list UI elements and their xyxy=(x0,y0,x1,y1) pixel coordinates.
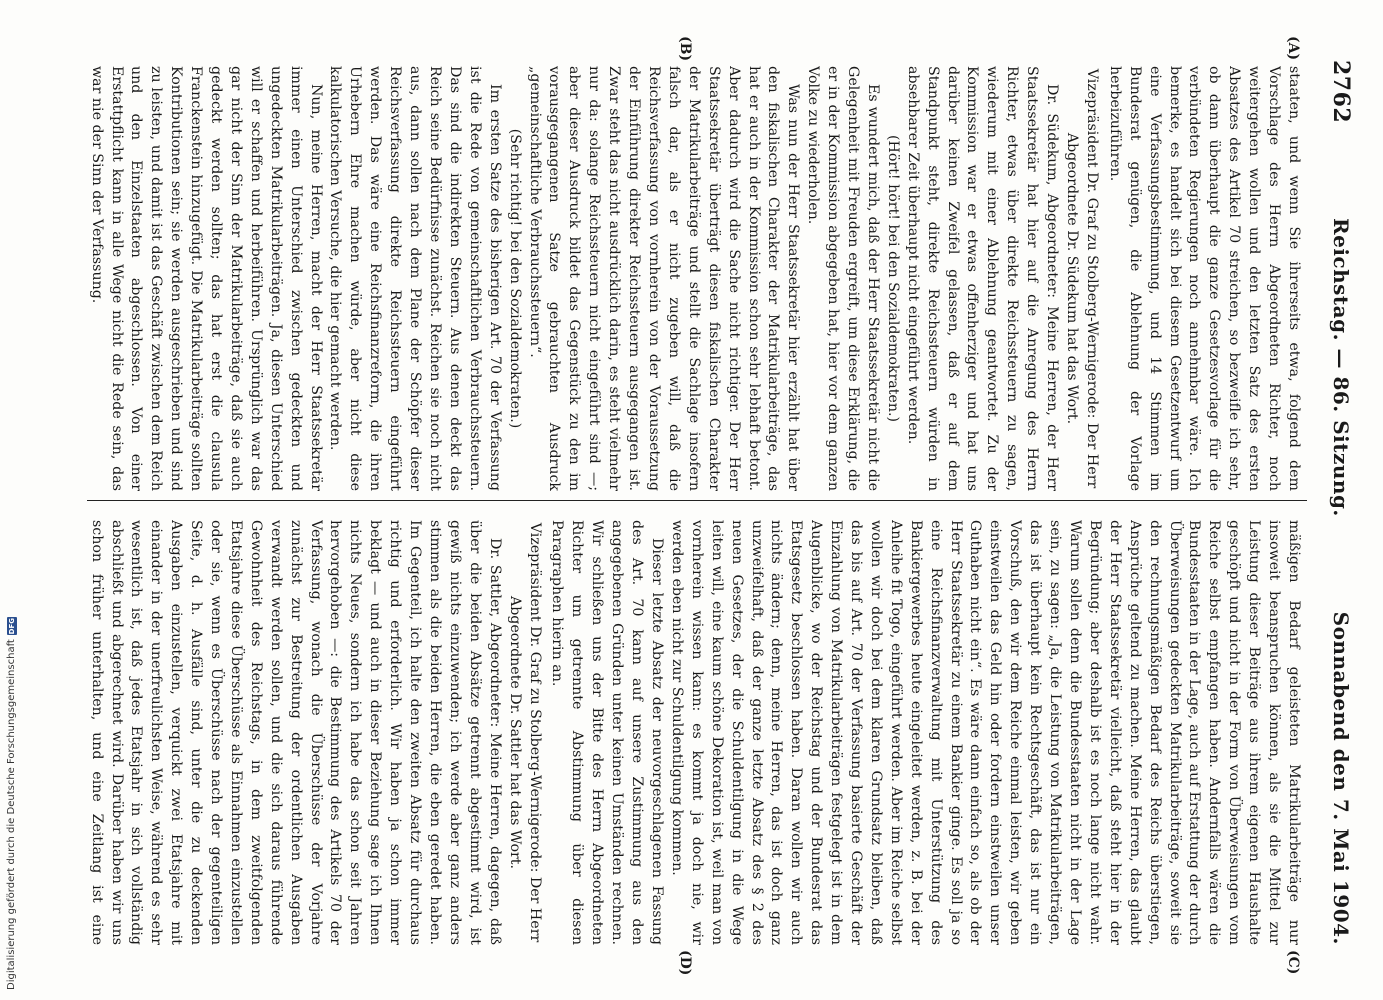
paragraph: Nun, meine Herren, macht der Herr Staatssekretär immer einen Unterschied zwischen gedeckten und ungedeckten Matrikularbeiträgen. Ja, diesen Unterschied will er schaffen und herbeiführen. Ursprünglich war das gar nicht der Sinn der Matrikularbeiträge, daß sie auch gedeckt werden sollten; das hat erst die clausula Franckenstein hinzugefügt. Die Matrikularbeiträge sollten Kontributionen sein; sie werden ausgeschrieben und sind zu leisten, und damit ist das Geschäft zwischen dem Reich und den Einzelstaaten abgeschlossen. Von einer Erstattpflicht kann in alle Wege nicht die Rede sein, das war nie der Sinn der Verfassung. xyxy=(88,66,324,491)
running-title: Reichstag. — 86. Sitzung. xyxy=(1329,217,1353,517)
interjection: (Hört! hört! bei den Sozialdemokraten.) xyxy=(884,134,901,423)
funding-watermark xyxy=(6,617,17,990)
paragraph: Dieser letzte Absatz der neuvorgeschlagenen Fassung des Art. 70 kann auf unsere Zustimmung aus den angegebenen Gründen unter keinen Umständen rechnen. Wir schließen uns der Bitte des Herrn Abgeordneten Richter um getrennte Abstimmung über diesen Paragraphen hierin an. xyxy=(549,520,665,945)
paragraph: Dr. Südekum, Abgeordneter: Meine Herren, der Herr Staatssekretär hat hier auf die Anregung des Herrn Richter, etwas über direkte Reichssteuern zu sagen, wiederum mit einer Ablehnung geantwortet. Zu der Kommission war er etwas offenherziger und hat uns darüber keinen Zweifel gelassen, daß er auf dem Standpunkt steht, direkte Reichssteuern würden in absehbarer Zeit überhaupt nicht eingeführt werden. xyxy=(904,66,1061,491)
margin-marker-b: (B) xyxy=(677,36,693,62)
paragraph: Dr. Sattler, Abgeordneter: Meine Herren, dagegen, daß über die beiden Absätze getrennt abgestimmt wird, ist gewiß nichts einzuwenden; ich werde aber ganz anders stimmen als die beiden Herren, die eben geredet haben. Im Gegenteil, ich halte den zweiten Absatz für durchaus richtig und erforderlich. Wir haben ja schon immer beklagt — und auch in dieser Beziehung sage ich Ihnen nichts Neues, sondern ich habe das schon seit Jahren hervorgehoben —: die Bestimmung des Artikels 70 der Verfassung, wonach die Überschüsse der Vorjahre zunächst zur Bestreitung der ordentlichen Ausgaben verwandt werden sollen, und die sich daraus führende Gewohnheit des Reichstags, in dem zweitfolgenden Etatsjahre diese Überschüsse als Einnahmen einzustellen oder sie, wenn es Überschüsse nach der gegenteiligen Seite, d. h. Ausfälle sind, unter die zu deckenden Ausgaben einzustellen, verquickt zwei Etatsjahre mit einander in der unerfreulichsten Weise, während es sehr wesentlich ist, daß jedes Etatsjahr in sich vollständig abschließt und abgerechnet wird. Darüber haben wir uns schon früher unterhalten, und eine Zeitlang ist eine xyxy=(88,520,503,945)
paragraph: mäßigen Bedarf geleisteten Matrikularbeiträge nur insoweit beanspruchen können, als sie die Mittel zur Leistung dieser Beiträge aus ihrem eigenen Haushalte geschöpft und nicht in der Form von Überweisungen vom Reiche selbst empfangen haben. Andernfalls wären die Bundesstaaten in der Lage, auch auf Erstattung der durch Überweisungen gedeckten Matrikularbeiträge, soweit sie den rechnungsmäßigen Bedarf des Reichs überstiegen, Ansprüche geltend zu machen. Meine Herren, das glaubt der Herr Staatssekretär vielleicht, daß steht hier in der Begründung; aber deshalb ist es noch lange nicht wahr. Warum sollen denn die Bundesstaaten nicht in der Lage sein, zu sagen: „Ja, die Leistung von Matrikularbeiträgen, das ist überhaupt kein Rechtsgeschäft, das ist nur ein Vorschuß, den wir dem Reiche einmal leisten, wir geben einstweilen das Geld hin oder fordern einstweilen unser Guthaben nicht ein“. Es wäre dann einfach so, als ob der Herr Staatssekretär zu einem Bankier ginge. Es soll ja so eine Reichsfinanzverwaltung mit Unterstützung des Bankiergewerbes heute eingeleitet werden, z. B. bei der Anleihe fit Togo, eingeführt werden. Aber im Reiche selbst wollen wir doch bei dem klaren Grundsatz bleiben, daß das bis auf Art. 70 der Verfassung basierte Geschäft der Einzahlung von Matrikularbeiträgen festgelegt ist in dem Augenblicke, wo der Reichstag und der Bundesrat das Etatsgesetz beschlossen haben. Daran wollen wir auch nichts ändern; denn, meine Herren, das ist doch ganz unzweifelhaft, daß der ganze letzte Absatz des § 2 des neuen Gesetzes, der die Schuldentilgung in die Wege leiten will, eine kaum schöne Dekoration ist, weil man von vornherein wissen kann: es kommt ja doch nie, wir werden eben nicht zur Schuldentilgung kommen. xyxy=(668,520,1302,945)
paragraph: Im ersten Satze des bisherigen Art. 70 der Verfassung ist die Rede von gemeinschaftlichen Verbrauchssteuern. Das sind die indirekten Steuern. Aus denen deckt das Reich seine Bedürfnisse zunächst. Reichen sie noch nicht aus, dann sollen nach dem Plane der Schöpfer dieser Reichsverfassung direkte Reichssteuern eingeführt werden. Das wäre eine Reichsfinanzreform, die ihren Urhebern Ehre machen würde, aber nicht diese kalkulatorischen Versuche, die hier gemacht werden. xyxy=(327,66,503,491)
page-number: 2762 xyxy=(1328,60,1354,124)
interjection: (Sehr richtig! bei den Sozialdemokraten.) xyxy=(506,128,523,429)
text-column-right xyxy=(88,520,1303,945)
paragraph: Es wundert mich, daß der Herr Staatssekretär nicht die Gelegenheit mit Freuden ergreift, um diese Erklärung, die er in der Kommission abgegeben hat, hier vor dem ganzen Volke zu wiederholen. xyxy=(805,66,881,491)
column-divider xyxy=(87,500,1307,501)
text-column-left xyxy=(88,66,1303,491)
margin-marker-c: (C) xyxy=(1285,950,1301,975)
speaker-announcement: Vizepräsident Dr. Graf zu Stolberg-Wernigerode: Der Herr Abgeordnete Dr. Sattler hat das Wort. xyxy=(506,522,543,943)
margin-marker-a: (A) xyxy=(1285,36,1301,61)
paragraph: staaten, und wenn Sie ihrerseits etwa, folgend dem Vorschlage des Herrn Abgeordneten Richter, noch weitergehen wollen und den letzten Satz des ersten Absatzes des Artikel 70 streichen, so bezweifle ich sehr, ob dann überhaupt die ganze Gesetzesvorlage für die verbündeten Regierungen noch annehmbar wäre. Ich bemerke, es handelt sich bei diesem Gesetzentwurf um eine Verfassungsbestimmung, und 14 Stimmen im Bundesrat genügen, die Ablehnung der Vorlage herbeizuführen. xyxy=(1106,66,1302,491)
dfg-logo-icon: DFG xyxy=(7,617,16,635)
watermark-text: Digitalisierung gefördert durch die Deutsche Forschungsgemeinschaft xyxy=(6,639,17,990)
paragraph: Was nun der Herr Staatssekretär hier erzählt hat über den fiskalischen Charakter der Matrikularbeiträge, das hat er auch in der Kommission schon sehr lebhaft betont. Aber dadurch wird die Sache nicht richtiger. Der Herr Staatssekretär überträgt diesen fiskalischen Charakter der Matrikularbeiträge und stellt die Sachlage insofern falsch dar, als er nicht zugeben will, daß die Reichsverfassung von vornherein von der Voraussetzung der Einführung direkter Reichssteuern ausgegangen ist. Zwar steht das nicht ausdrücklich darin, es steht vielmehr nur da: solange Reichssteuern nicht eingeführt sind —; aber dieser Ausdruck bildet das Gegenstück zu den im vorausgegangenen Satze gebrauchten Ausdruck „gemeinschaftliche Verbrauchssteuern“. xyxy=(526,66,802,491)
session-date: Sonnabend den 7. Mai 1904. xyxy=(1329,611,1353,945)
margin-marker-d: (D) xyxy=(677,950,693,976)
speaker-announcement: Vizepräsident Dr. Graf zu Stolberg-Wernigerode: Der Herr Abgeordnete Dr. Südekum hat das Wort. xyxy=(1064,68,1100,489)
page-header xyxy=(1319,60,1363,945)
